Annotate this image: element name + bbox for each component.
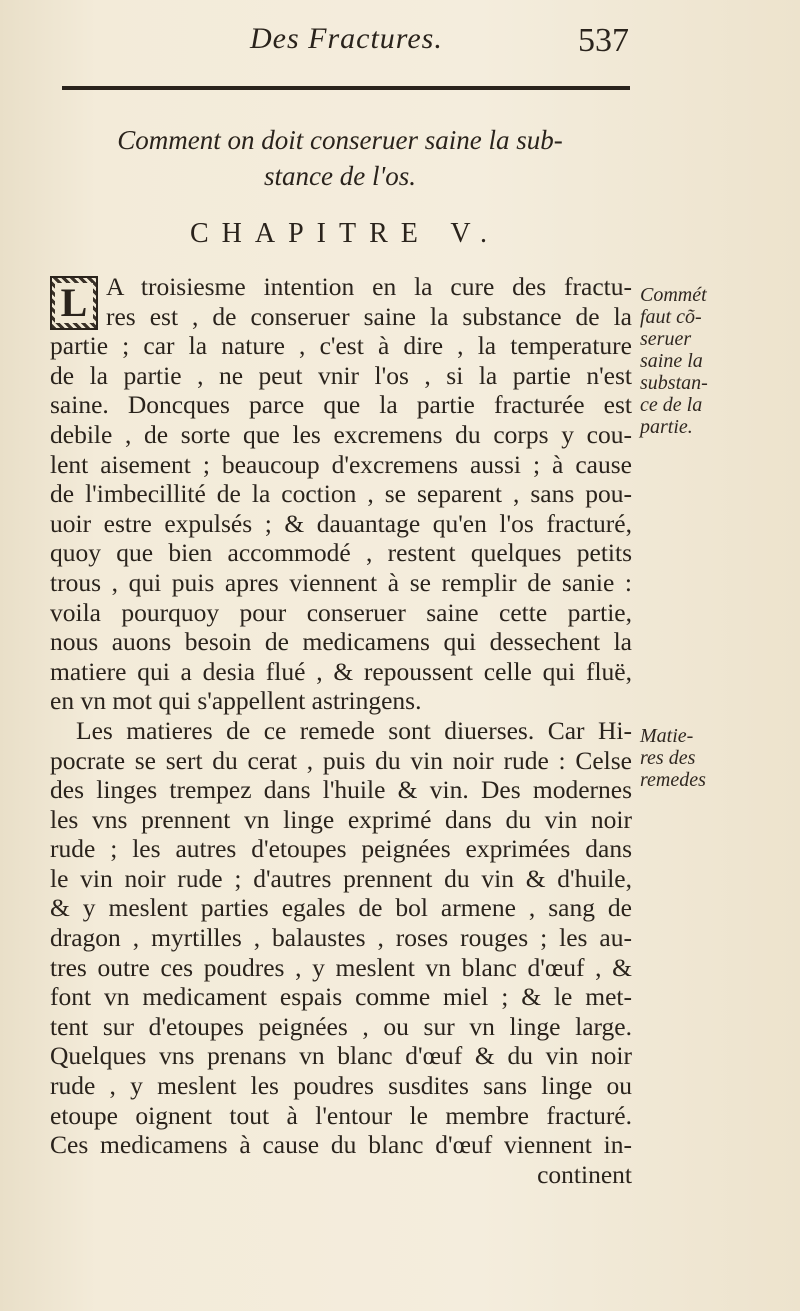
body-line: tent sur d'etoupes peignées , ou sur vn linge large.: [50, 1011, 632, 1041]
body-line: matiere qui a desia flué , & repoussent celle qui fluë,: [50, 656, 632, 686]
margin-note-line: partie.: [640, 416, 693, 438]
body-text: [50, 272, 632, 1189]
running-head-title: Des Fractures.: [250, 22, 443, 55]
body-line: les vns prennent vn linge exprimé dans du vin noir: [50, 804, 632, 834]
body-line: res est , de conseruer saine la substance de la: [106, 301, 632, 331]
margin-note-line: faut cõ-: [640, 306, 702, 328]
body-line: de l'imbecillité de la coction , se separent , sans pou-: [50, 479, 632, 509]
body-line: lent aisement ; beaucoup d'excremens aussi ; à cause: [50, 449, 632, 479]
body-line: uoir estre expulsés ; & dauantage qu'en l'os fracturé,: [50, 508, 632, 538]
body-line: A troisiesme intention en la cure des fractu-: [106, 272, 632, 301]
body-line: tres outre ces poudres , y meslent vn blanc d'œuf , &: [50, 952, 632, 982]
body-line: rude ; les autres d'etoupes peignées exprimées dans: [50, 834, 632, 864]
margin-note-line: Matie-: [640, 725, 694, 747]
body-line: pocrate se sert du cerat , puis du vin noir rude : Celse: [50, 745, 632, 775]
body-line: quoy que bien accommodé , restent quelques petits: [50, 538, 632, 568]
body-line: partie ; car la nature , c'est à dire , la temperature: [50, 331, 632, 361]
body-line: debile , de sorte que les excremens du corps y cou-: [50, 419, 632, 449]
body-line: & y meslent parties egales de bol armene , sang de: [50, 893, 632, 923]
body-line: font vn medicament espais comme miel ; & le met-: [50, 982, 632, 1012]
margin-note-line: remedes: [640, 769, 706, 791]
body-line: dragon , myrtilles , balaustes , roses rouges ; les au-: [50, 923, 632, 953]
margin-note-line: saine la: [640, 350, 703, 372]
body-line: des linges trempez dans l'huile & vin. Des modernes: [50, 775, 632, 805]
margin-note: [640, 725, 790, 791]
body-line: rude , y meslent les poudres susdites sans linge ou: [50, 1071, 632, 1101]
body-line: voila pourquoy pour conseruer saine cette partie,: [50, 597, 632, 627]
body-line: trous , qui puis apres viennent à se remplir de sanie :: [50, 567, 632, 597]
chapter-heading: CHAPITRE V.: [189, 218, 500, 249]
drop-cap-initial: L: [50, 276, 98, 330]
body-line: de la partie , ne peut vnir l'os , si la partie n'est: [50, 360, 632, 390]
section-title-line: Comment on doit conseruer saine la sub-: [117, 125, 563, 155]
running-head: [0, 22, 800, 68]
margin-note-line: substan-: [640, 372, 708, 394]
body-line: saine. Doncques parce que la partie fracturée est: [50, 390, 632, 420]
body-line: Quelques vns prenans vn blanc d'œuf & du vin noir: [50, 1041, 632, 1071]
margin-note-line: res des: [640, 747, 696, 769]
margin-note-line: Commét: [640, 284, 707, 306]
catchword: continent: [537, 1159, 632, 1189]
section-title: [80, 122, 600, 194]
body-line: nous auons besoin de medicamens qui dessechent la: [50, 627, 632, 657]
body-line: le vin noir rude ; d'autres prennent du vin & d'huile,: [50, 863, 632, 893]
header-rule: [62, 86, 630, 90]
page-number: 537: [578, 22, 629, 59]
body-line: en vn mot qui s'appellent astringens.: [50, 686, 422, 716]
body-line: Les matieres de ce remede sont diuerses. Car Hi-: [76, 715, 632, 745]
margin-note: [640, 284, 790, 438]
body-line: etoupe oignent tout à l'entour le membre fracturé.: [50, 1100, 632, 1130]
section-title-line: stance de l'os.: [264, 161, 416, 191]
margin-note-line: seruer: [640, 328, 692, 350]
body-line: Ces medicamens à cause du blanc d'œuf viennent in-: [50, 1130, 632, 1160]
margin-note-line: ce de la: [640, 394, 703, 416]
